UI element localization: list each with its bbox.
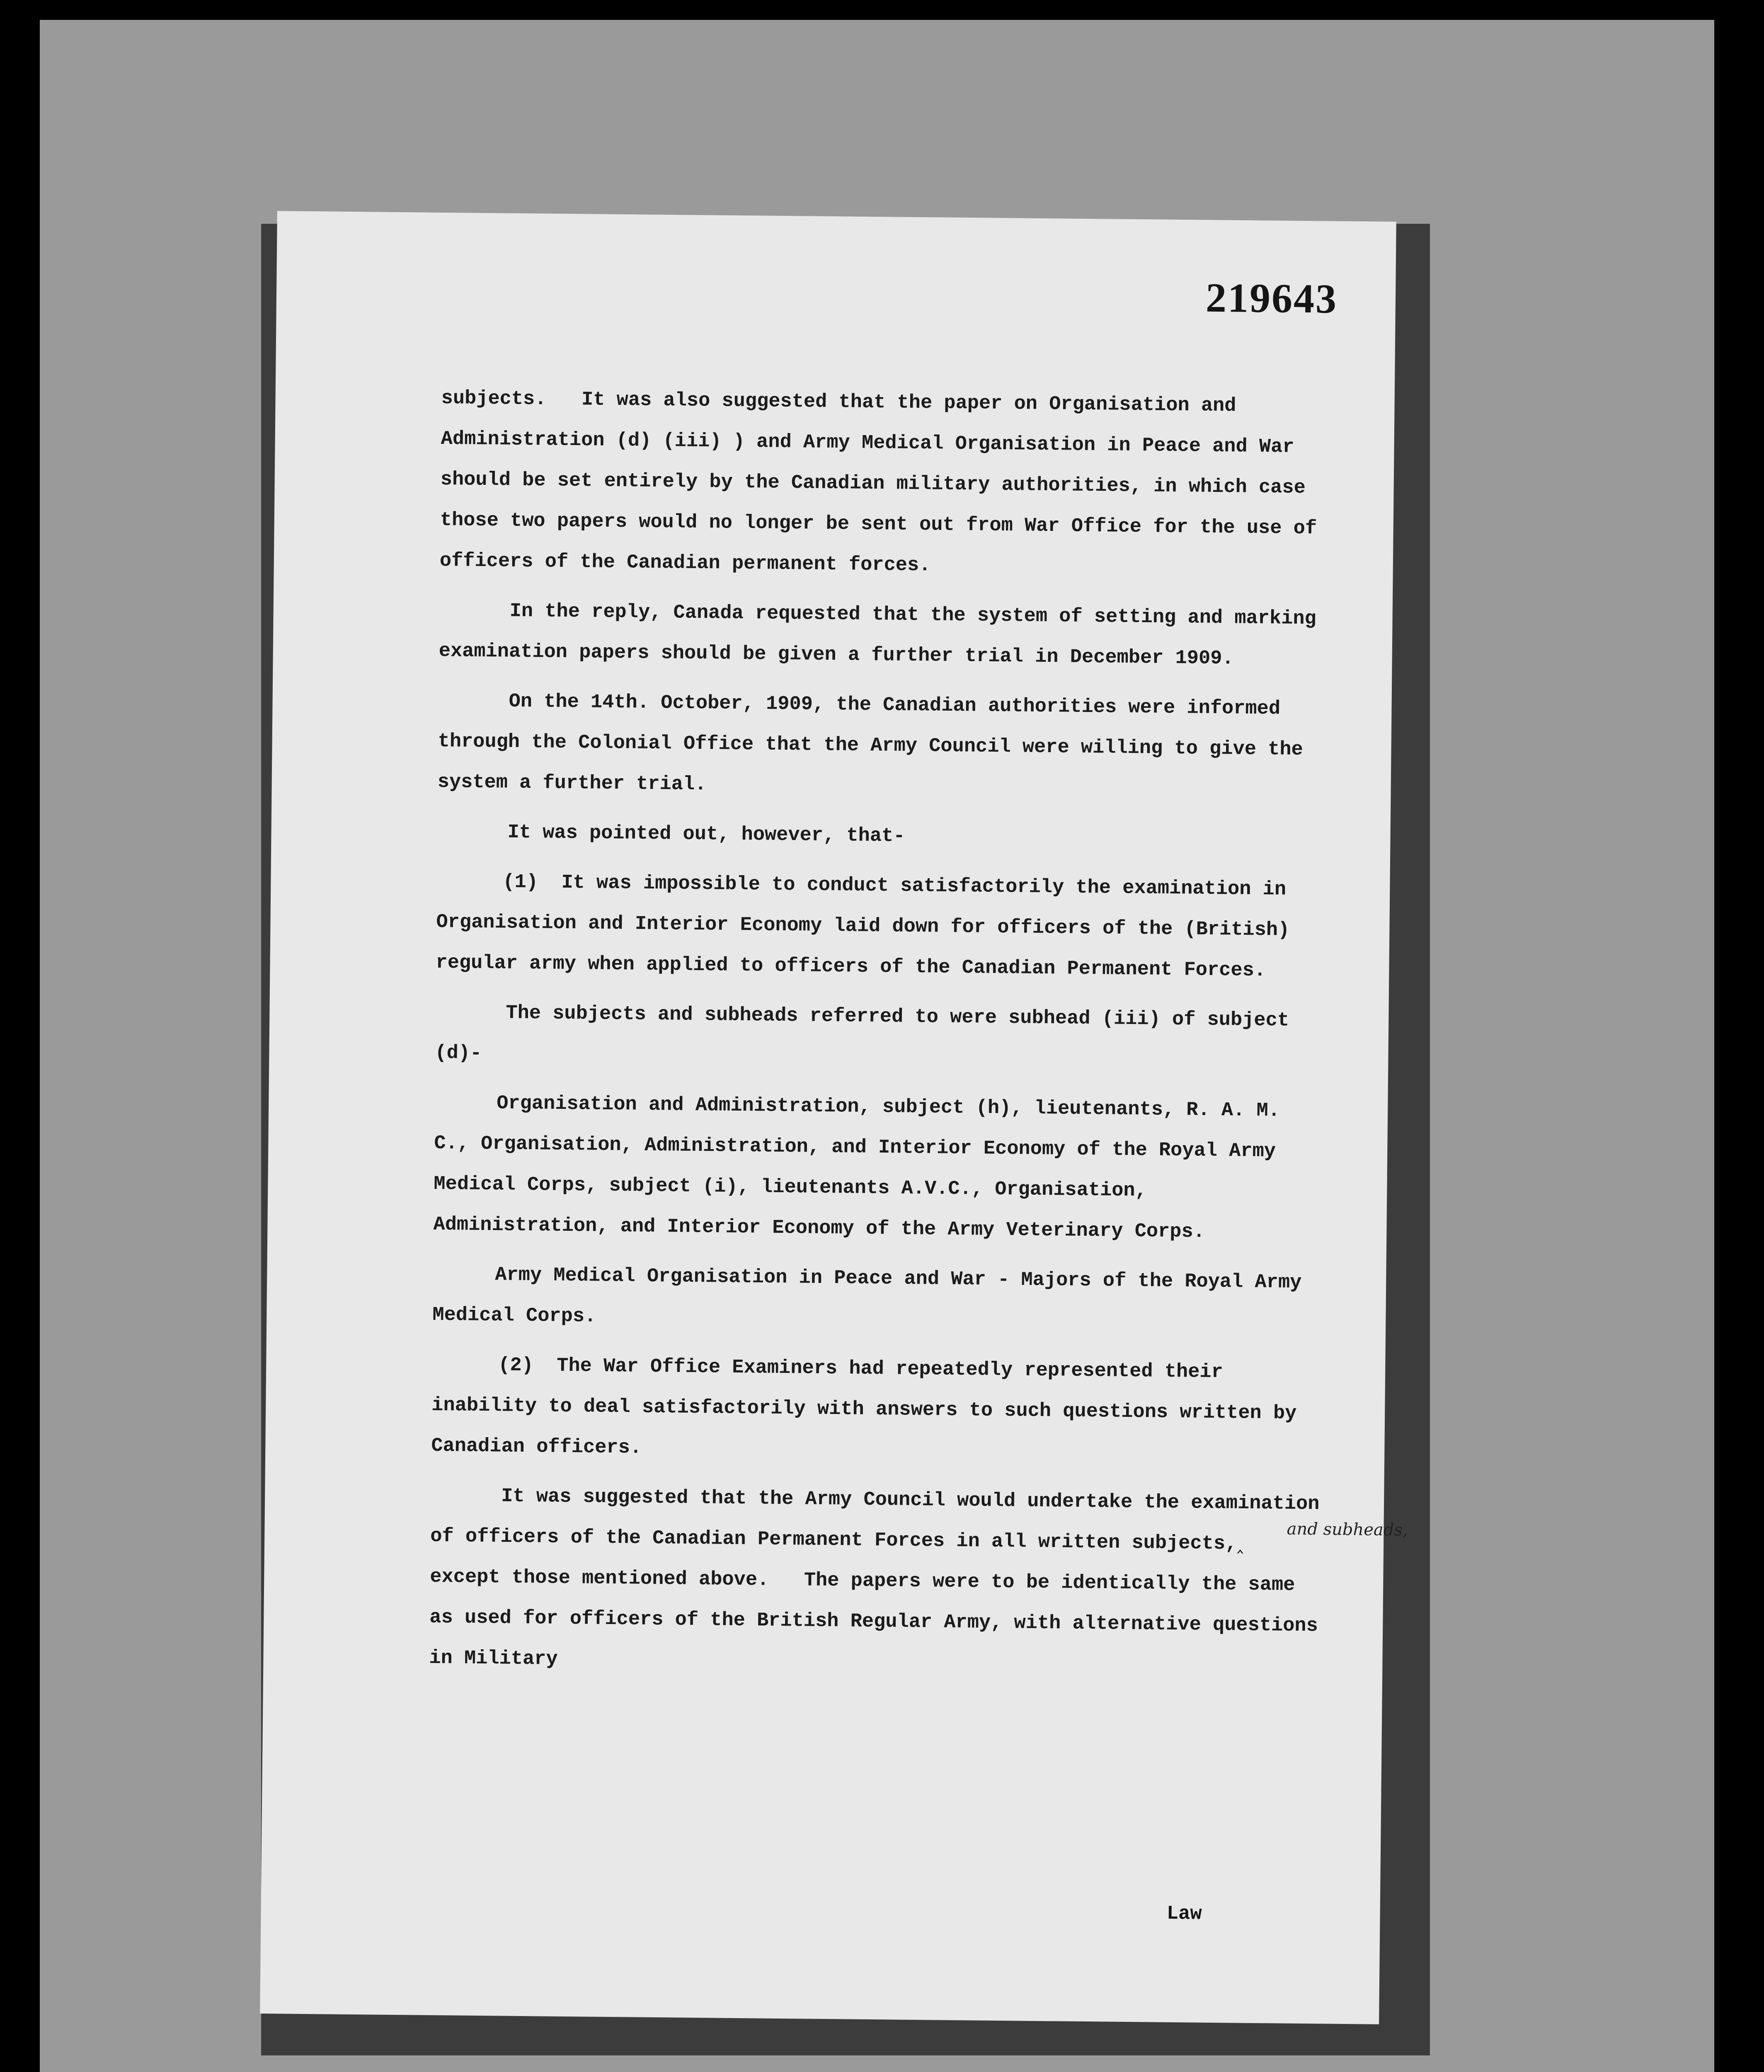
paragraph-suggestion-before: It was suggested that the Army Council would undertake the examination of officers of the Canadian Permanent Forces in all written subjects, xyxy=(430,1485,1331,1555)
paragraph-continuation: subjects. It was also suggested that the paper on Organisation and Administration (d) (iii) ) and Army Medical Organisation in Peace and War should be set entirely by the Canadian military authorities, in which case those two papers would no longer be sent out from War Office for the use of officers of the Canadian permanent forces. xyxy=(439,387,1329,577)
reference-number: 219643 xyxy=(1205,274,1338,322)
page-body xyxy=(429,378,1408,1696)
paragraph-pointed-out: It was pointed out, however, that- xyxy=(507,821,905,847)
paragraph-canada-reply: In the reply, Canada requested that the system of setting and marking examination papers should be given a further trial in December 1909. xyxy=(439,600,1328,670)
paragraph-point-2: (2) The War Office Examiners had repeatedly represented their inability to deal satisfactorily with answers to such questions written by Canadian officers. xyxy=(431,1354,1308,1459)
paragraph-subheads-referred: The subjects and subheads referred to were subhead (iii) of subject (d)- xyxy=(435,1002,1301,1065)
insertion-mark xyxy=(1237,1519,1408,1555)
paragraph-organisation-administration: Organisation and Administration, subject (h), lieutenants, R. A. M. C., Organisation, Administration, and Interior Economy of the Royal Army Medical Corps, subject (i), lieutenants A.V.C., Organisation, Administration, and Interior Economy of the Army Veterinary Corps. xyxy=(433,1092,1292,1243)
typed-page xyxy=(260,211,1408,2024)
caret-mark: ‸ xyxy=(1237,1533,1244,1555)
catchword: Law xyxy=(1166,1903,1202,1925)
paragraph-suggestion xyxy=(429,1476,1408,1687)
paragraph-point-1: (1) It was impossible to conduct satisfactorily the examination in Organisation and Interior Economy laid down for officers of the (British) regular army when applied to officers of the Canadian Permanent Forces. xyxy=(436,871,1301,982)
paragraph-october-1909: On the 14th. October, 1909, the Canadian authorities were informed through the Colonial Office that the Army Council were willing to give the system a further trial. xyxy=(437,690,1315,796)
paragraph-army-medical-organisation: Army Medical Organisation in Peace and War - Majors of the Royal Army Medical Corps. xyxy=(432,1264,1313,1328)
paragraph-suggestion-after: except those mentioned above. The papers were to be identically the same as used for officers of the British Regular Army, with alternative questions in Military xyxy=(429,1533,1330,1670)
handwritten-insertion: and subheads, xyxy=(1287,1519,1408,1540)
